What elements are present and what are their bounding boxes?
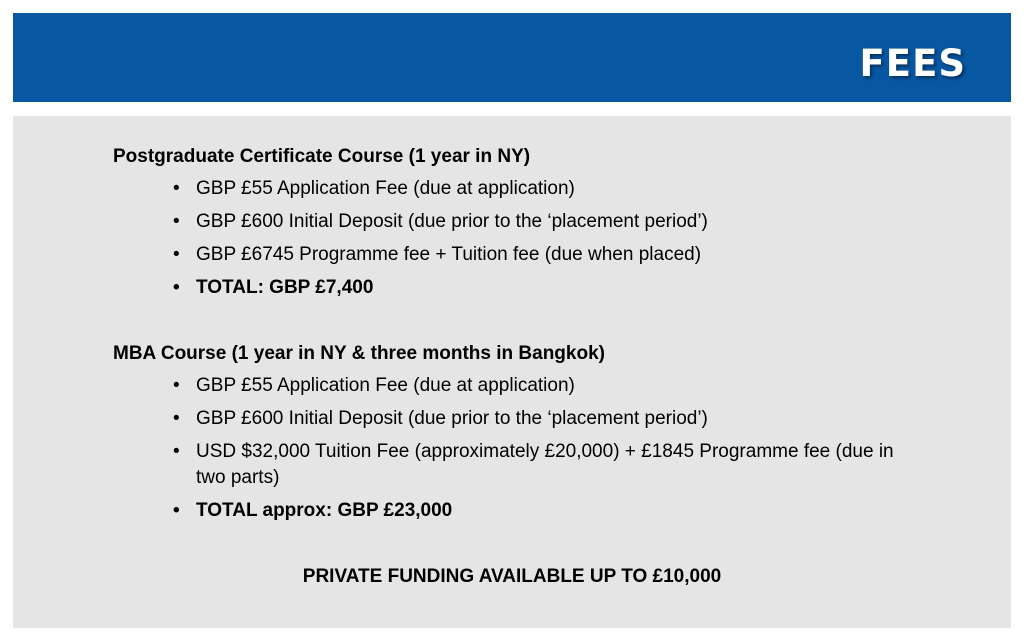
- course-section-postgraduate: [113, 144, 913, 308]
- list-item: [173, 373, 913, 399]
- bullet-icon: •: [173, 178, 180, 199]
- fee-text: GBP £55 Application Fee (due at application): [196, 178, 575, 199]
- bullet-icon: •: [173, 375, 180, 396]
- fee-text: GBP £6745 Programme fee + Tuition fee (due when placed): [196, 244, 702, 265]
- fee-list: [113, 373, 913, 524]
- fee-text: GBP £600 Initial Deposit (due prior to the ‘placement period’): [196, 408, 708, 429]
- total-text: TOTAL approx: GBP £23,000: [196, 500, 453, 521]
- list-item-total: [173, 275, 913, 301]
- bullet-icon: •: [173, 277, 180, 298]
- bullet-icon: •: [173, 244, 180, 265]
- fee-text: GBP £600 Initial Deposit (due prior to the ‘placement period’): [196, 211, 708, 232]
- list-item: [173, 242, 913, 268]
- page-title: FEES: [859, 42, 966, 85]
- list-item: [173, 439, 913, 491]
- course-section-mba: [113, 341, 913, 531]
- list-item: [173, 209, 913, 235]
- list-item: [173, 176, 913, 202]
- funding-note: PRIVATE FUNDING AVAILABLE UP TO £10,000: [302, 566, 722, 587]
- bullet-icon: •: [173, 408, 180, 429]
- list-item-total: [173, 498, 913, 524]
- list-item: [173, 406, 913, 432]
- total-text: TOTAL: GBP £7,400: [196, 277, 374, 298]
- bullet-icon: •: [173, 500, 180, 521]
- bullet-icon: •: [173, 211, 180, 232]
- content-panel: [13, 116, 1011, 628]
- course-title: MBA Course (1 year in NY & three months in Bangkok): [113, 343, 605, 364]
- course-title: Postgraduate Certificate Course (1 year in NY): [113, 146, 531, 167]
- bullet-icon: •: [173, 441, 180, 462]
- fee-text: GBP £55 Application Fee (due at application): [196, 375, 575, 396]
- fee-list: [113, 176, 913, 301]
- fee-text: USD $32,000 Tuition Fee (approximately £20,000) + £1845 Programme fee (due in two parts): [196, 441, 894, 488]
